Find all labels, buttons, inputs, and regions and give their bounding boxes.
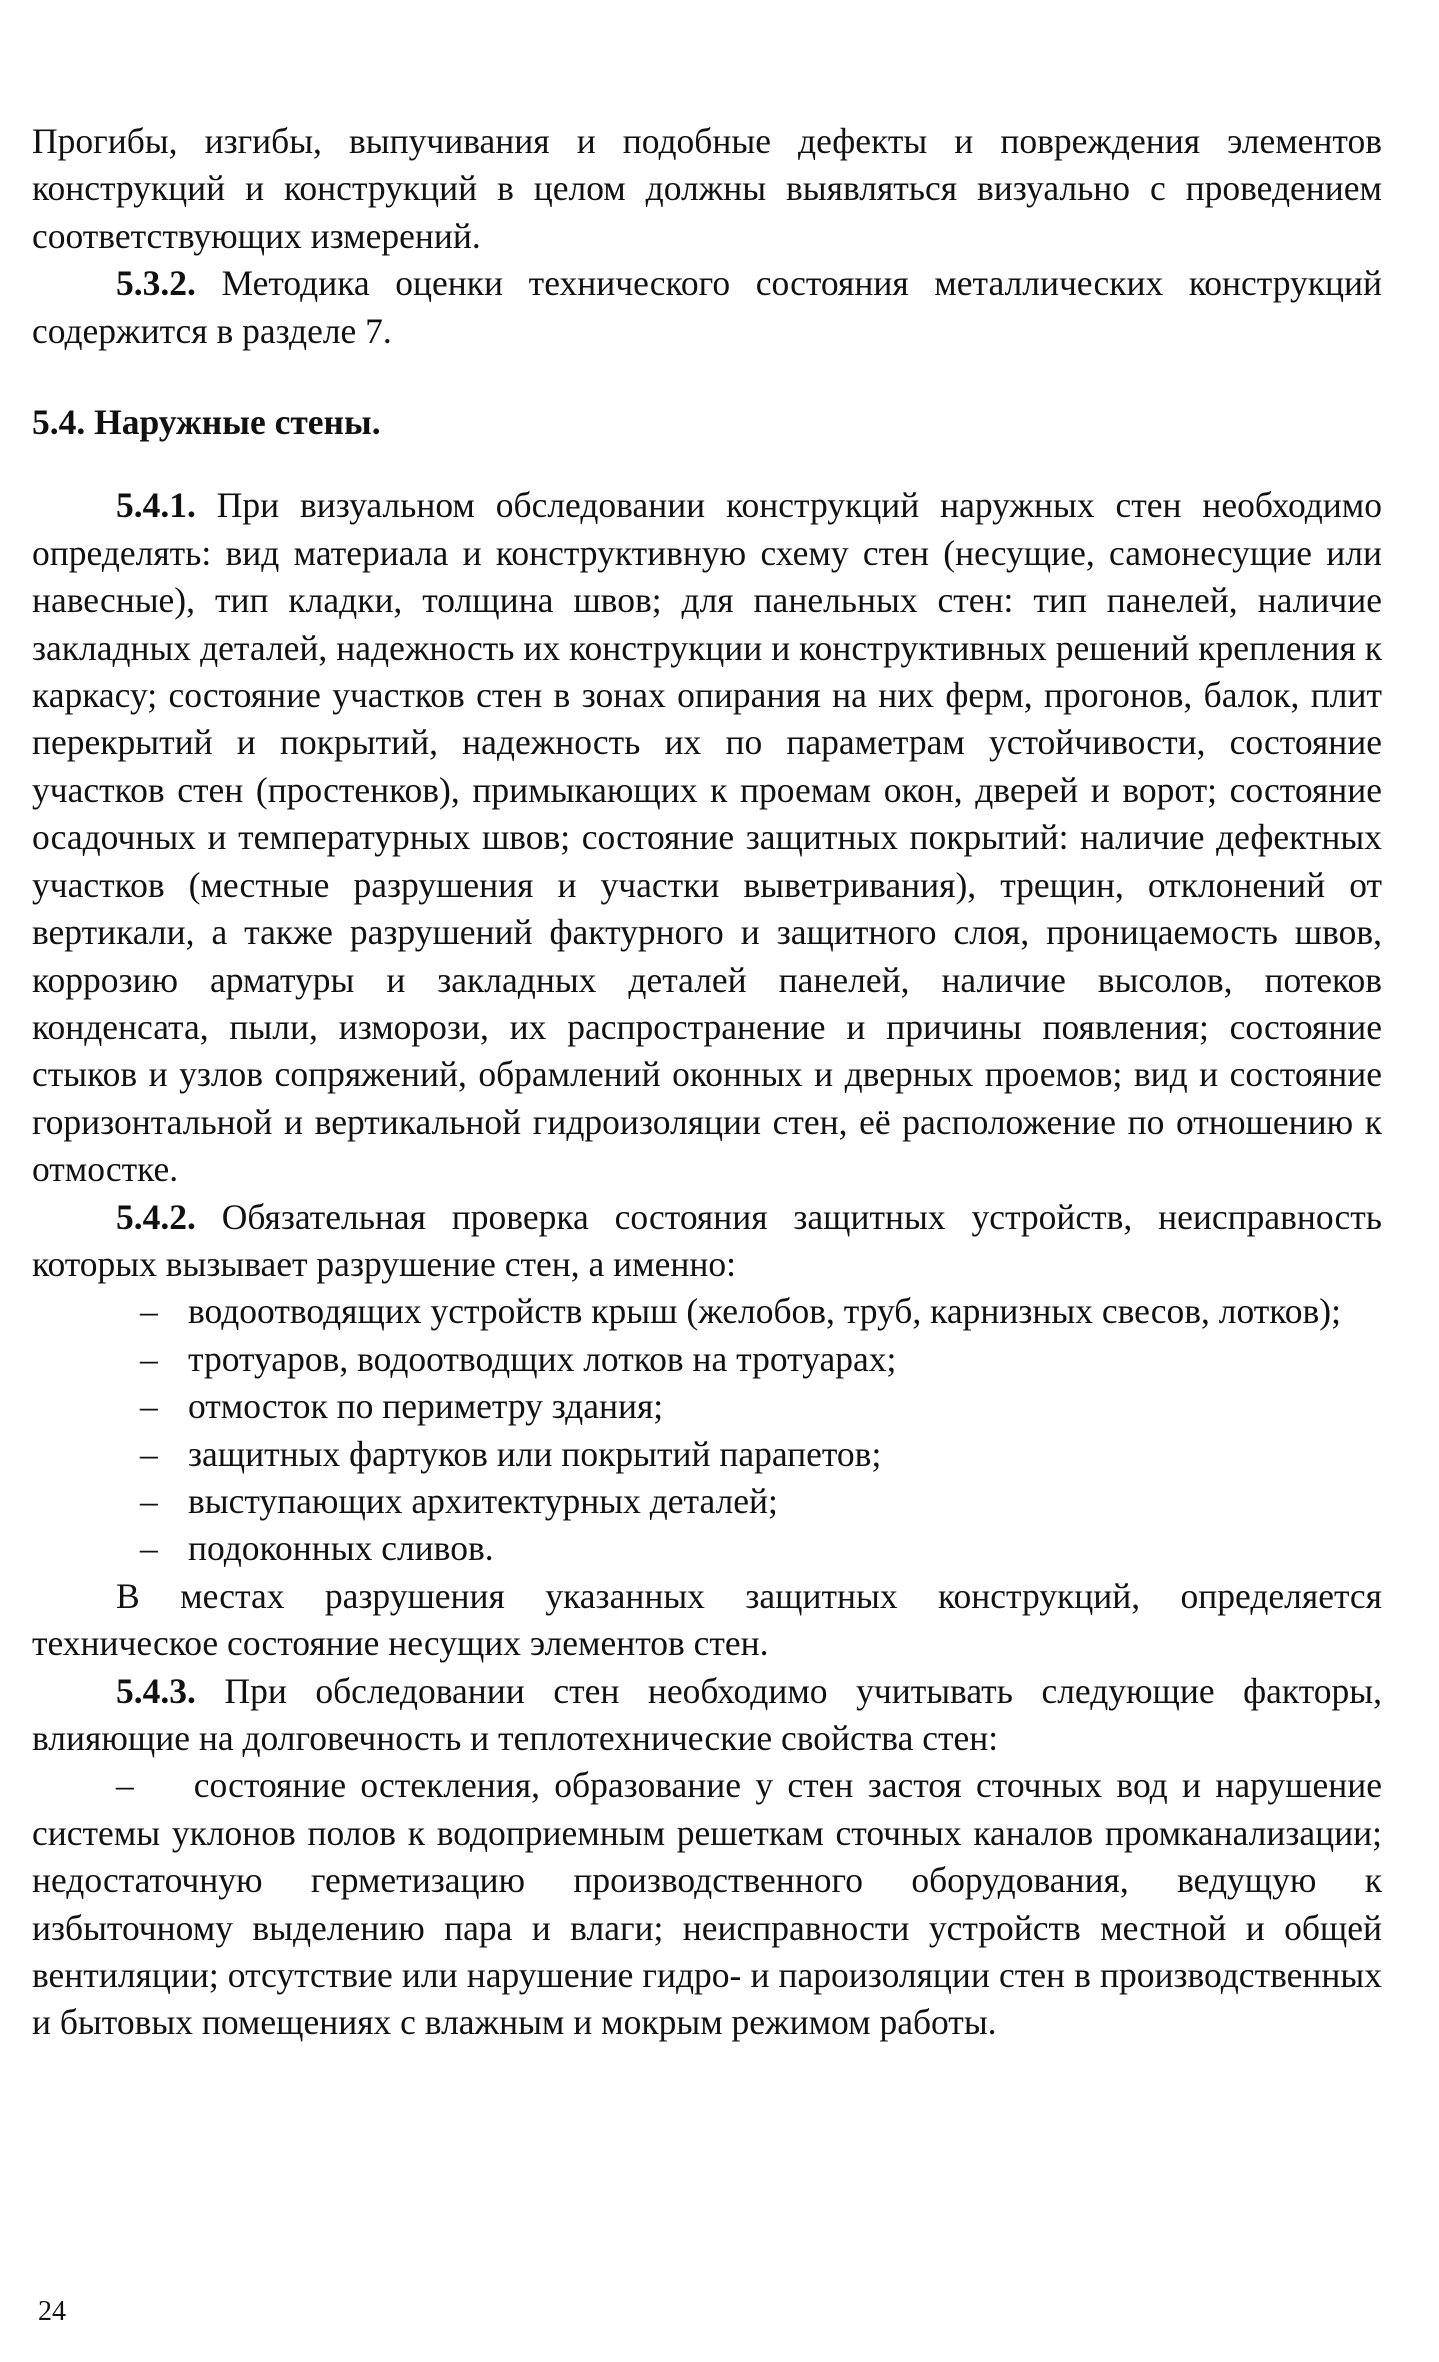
dash-marker: – xyxy=(140,1338,158,1379)
dash-marker: – xyxy=(140,1433,158,1474)
list-item xyxy=(32,1336,1382,1383)
list-item-text: тротуаров, водоотводщих лотков на тротуарах; xyxy=(188,1338,897,1379)
dash-marker: – xyxy=(140,1528,158,1569)
section-heading: 5.4. Наружные стены. xyxy=(32,402,381,443)
clause-text: При визуальном обследовании конструкций наружных стен необходимо определять: вид материала и конструктивную схему стен (несущие, самонесущие или навесные), тип кладки, толщина швов; для панельных стен: тип панелей, наличие закладных деталей, надежность их конструкции и конструктивных решений крепления к каркасу; состояние участков стен в зонах опирания на них ферм, прогонов, балок, плит перекрытий и покрытий, надежность их по параметрам устойчивости, состояние участков стен (простенков), примыкающих к проемам окон, дверей и ворот; состояние осадочных и температурных швов; состояние защитных покрытий: наличие дефектных участков (местные разрушения и участки выветривания), трещин, отклонений от вертикали, а также разрушений фактурного и защитного слоя, проницаемость швов, коррозию арматуры и закладных деталей панелей, наличие высолов, потеков конденсата, пыли, изморози, их распространение и причины появления; состояние стыков и узлов сопряжений, обрамлений оконных и дверных проемов; вид и состояние горизонтальной и вертикальной гидроизоляции стен, её расположение по отношению к отмостке. xyxy=(32,485,1382,1190)
paragraph-5-4-1 xyxy=(32,482,1382,1193)
clause-number: 5.3.2. xyxy=(116,263,196,304)
list-item xyxy=(32,1288,1382,1335)
dash-marker: – xyxy=(140,1480,158,1521)
dash-marker: – xyxy=(140,1291,158,1332)
page-number: 24 xyxy=(38,2296,66,2327)
list-item-text: защитных фартуков или покрытий парапетов; xyxy=(188,1433,882,1474)
list-item xyxy=(32,1478,1382,1525)
paragraph-deflections: Прогибы, изгибы, выпучивания и подобные дефекты и повреждения элементов конструкций и конструкций в целом должны выявляться визуально с проведением соответствующих измерений. xyxy=(32,121,1382,256)
list-item xyxy=(32,1525,1382,1572)
list-item-text: водоотводящих устройств крыш (желобов, труб, карнизных свесов, лотков); xyxy=(188,1291,1341,1332)
paragraph-factors xyxy=(32,1762,1382,2046)
list-item xyxy=(32,1383,1382,1430)
clause-number: 5.4.1. xyxy=(116,485,196,526)
paragraph-destruction-places: В местах разрушения указанных защитных конструкций, определяется техническое состояние несущих элементов стен. xyxy=(32,1575,1382,1664)
clause-text: При обследовании стен необходимо учитывать следующие факторы, влияющие на долговечность и теплотехнические свойства стен: xyxy=(32,1670,1382,1758)
document-page xyxy=(32,118,1382,2047)
list-item-text: отмосток по периметру здания; xyxy=(188,1386,664,1427)
paragraph-5-4-2 xyxy=(32,1194,1382,1289)
paragraph-5-3-2 xyxy=(32,260,1382,355)
list-item-text: выступающих архитектурных деталей; xyxy=(188,1480,778,1521)
clause-text: Методика оценки технического состояния металлических конструкций содержится в разделе 7. xyxy=(32,263,1382,351)
paragraph-5-4-3 xyxy=(32,1668,1382,1763)
clause-number: 5.4.2. xyxy=(116,1196,196,1237)
list-item xyxy=(32,1431,1382,1478)
clause-text: Обязательная проверка состояния защитных устройств, неисправность которых вызывает разрушение стен, а именно: xyxy=(32,1196,1382,1284)
factors-text: состояние остекления, образование у стен застоя сточных вод и нарушение системы уклонов полов к водоприемным решеткам сточных каналов промканализации; недостаточную герметизацию производственного оборудования, ведущую к избыточному выделению пара и влаги; неисправности устройств местной и общей вентиляции; отсутствие или нарушение гидро- и пароизоляции стен в производственных и бытовых помещениях с влажным и мокрым режимом работы. xyxy=(32,1765,1382,2043)
list-item-text: подоконных сливов. xyxy=(188,1528,494,1569)
dash-marker: – xyxy=(140,1386,158,1427)
dash-marker: – xyxy=(116,1765,134,1806)
protective-devices-list xyxy=(32,1288,1382,1572)
clause-number: 5.4.3. xyxy=(116,1670,196,1711)
